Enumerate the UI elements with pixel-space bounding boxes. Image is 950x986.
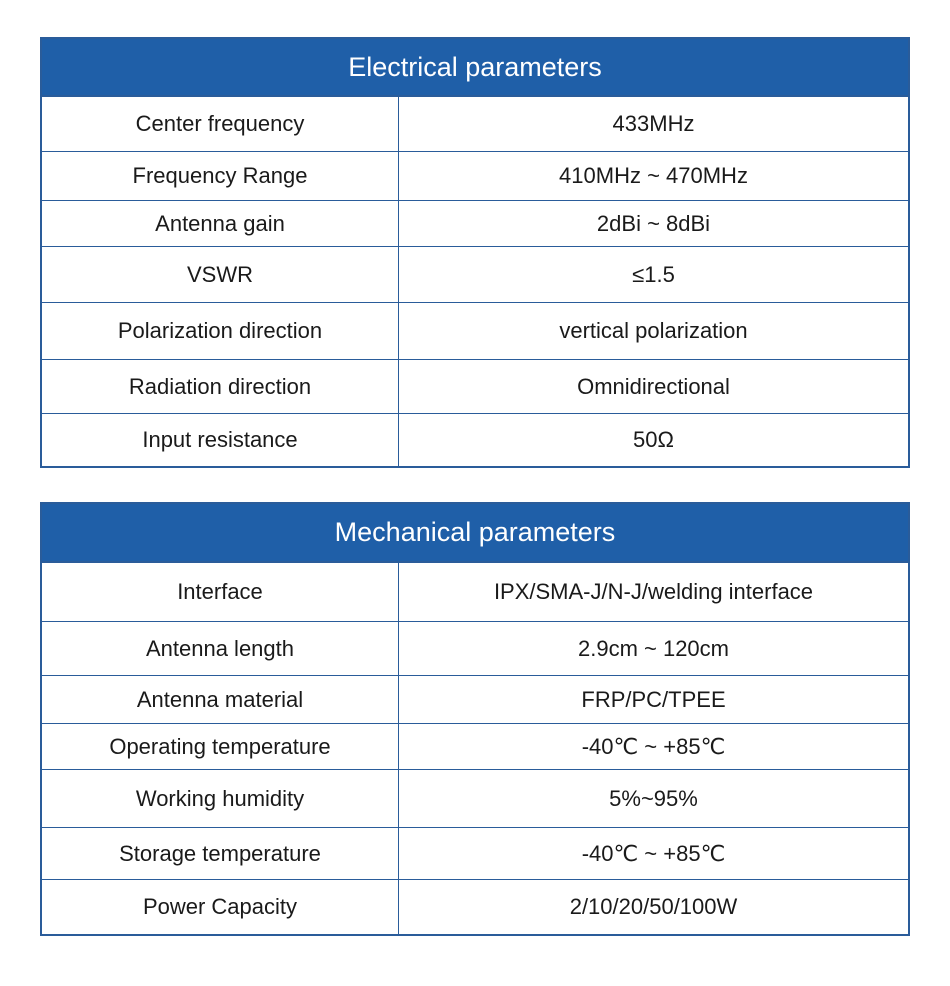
param-value: ≤1.5 [632,261,675,287]
param-label: Center frequency [42,97,399,151]
table-row [42,879,908,934]
param-label: Antenna gain [42,201,399,246]
param-label: Radiation direction [42,360,399,413]
table-row [42,621,908,675]
electrical-parameters-title: Electrical parameters [42,39,908,97]
param-value: 2dBi ~ 8dBi [596,210,711,236]
table-row [42,302,908,359]
param-label: Power Capacity [42,880,399,934]
table-row [42,359,908,413]
table-row [42,675,908,723]
param-label: Operating temperature [42,724,399,769]
param-value: 410MHz ~ 470MHz [559,163,748,188]
electrical-parameters-table [40,37,910,468]
param-label: Polarization direction [42,303,399,359]
table-row [42,827,908,879]
param-label: Frequency Range [42,152,399,200]
table-row [42,769,908,827]
param-value: 50Ω [633,427,674,452]
param-label: Antenna material [42,676,399,723]
param-value: vertical polarization [559,318,748,343]
param-value: 2.9cm ~ 120cm [577,635,729,661]
table-row [42,97,908,151]
param-value: FRP/PC/TPEE [581,686,726,712]
param-value: 2/10/20/50/100W [569,894,738,919]
param-value: 5%~95% [609,785,698,811]
param-value: Omnidirectional [577,373,730,399]
param-label: VSWR [42,247,399,302]
mechanical-parameters-title: Mechanical parameters [42,504,908,563]
table-row [42,151,908,200]
mechanical-parameters-table [40,502,910,936]
param-value: 433MHz [612,111,695,136]
param-label: Interface [42,563,399,621]
param-label: Storage temperature [42,828,399,879]
table-row [42,413,908,466]
table-row [42,723,908,769]
param-label: Input resistance [42,414,399,466]
param-value: -40℃ ~ +85℃ [581,733,726,759]
param-value: IPX/SMA-J/N-J/welding interface [493,579,814,604]
table-row [42,246,908,302]
param-label: Antenna length [42,622,399,675]
table-row [42,563,908,621]
table-row [42,200,908,246]
param-value: -40℃ ~ +85℃ [581,840,726,866]
param-label: Working humidity [42,770,399,827]
